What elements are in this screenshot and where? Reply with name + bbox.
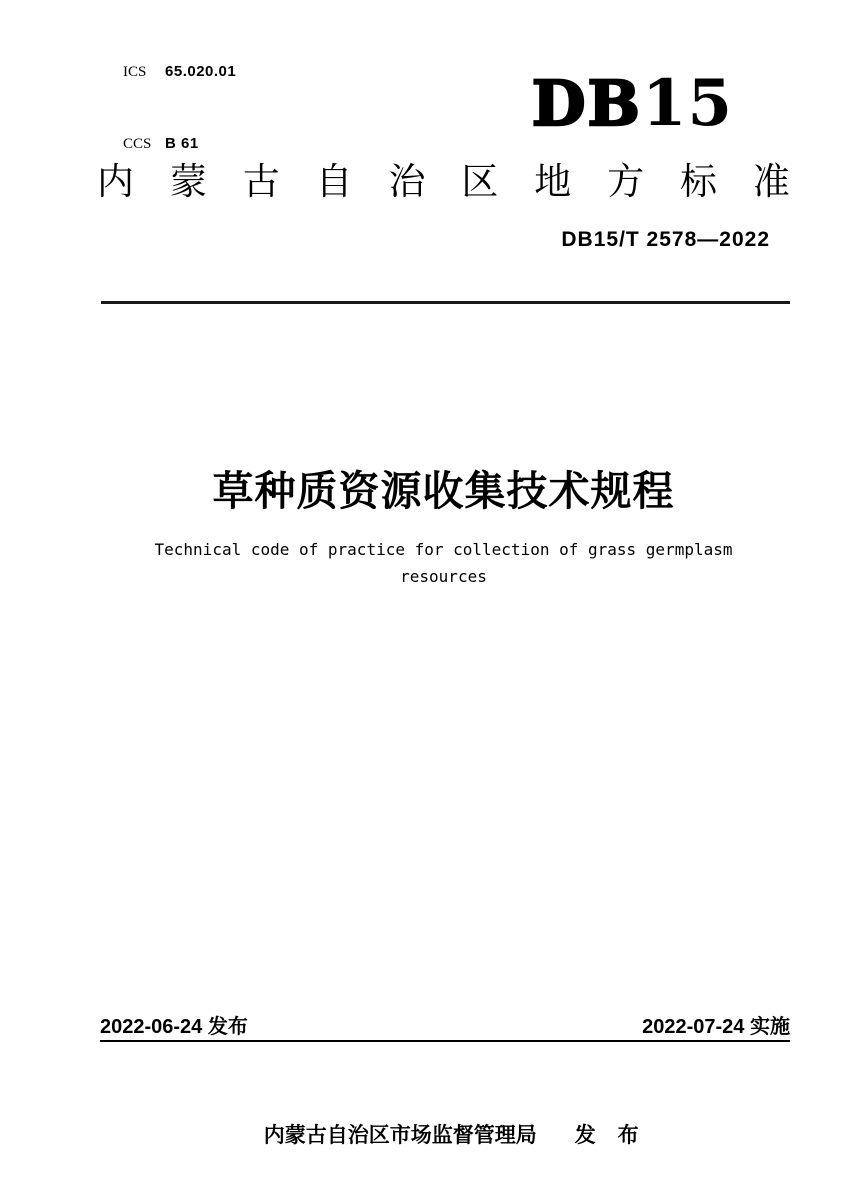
- ics-label: ICS: [123, 64, 147, 80]
- ics-value: 65.020.01: [165, 63, 237, 80]
- ics-code-row: [98, 36, 236, 108]
- series-title: [97, 160, 790, 204]
- ccs-label: CCS: [123, 136, 152, 152]
- series-char: 准: [752, 161, 790, 202]
- db15-logo-db: DB: [531, 67, 642, 140]
- series-char: 标: [680, 161, 717, 202]
- series-char: 古: [242, 161, 280, 202]
- series-char: 蒙: [169, 161, 207, 202]
- series-char: 地: [534, 161, 572, 202]
- publisher-action: 发 布: [574, 1124, 647, 1147]
- document-title-english: [97, 536, 790, 590]
- db15-logo-num: 15: [641, 66, 733, 141]
- series-char: 治: [388, 161, 426, 202]
- ccs-value: B 61: [165, 135, 199, 152]
- document-title-chinese: 草种质资源收集技术规程: [212, 468, 675, 514]
- publisher-line: [97, 1095, 790, 1173]
- series-char: 自: [315, 161, 353, 202]
- publisher-organization: 内蒙古自治区市场监督管理局: [263, 1124, 537, 1147]
- dates-row: [100, 1010, 790, 1039]
- implementation-date: 2022-07-24 实施: [642, 1016, 790, 1038]
- footer-divider-line: [100, 1040, 790, 1042]
- issue-date: 2022-06-24 发布: [100, 1016, 248, 1038]
- document-title-english-line2: resources: [400, 567, 487, 586]
- series-char: 内: [97, 161, 134, 202]
- document-title-english-line1: Technical code of practice for collection of grass germplasm: [154, 540, 733, 559]
- db15-logo: [531, 66, 733, 141]
- classification-codes: [98, 36, 236, 180]
- header-divider-line: [101, 301, 790, 304]
- series-char: 区: [461, 161, 499, 202]
- series-char: 方: [607, 161, 645, 202]
- standard-number: DB15/T 2578—2022: [561, 228, 770, 251]
